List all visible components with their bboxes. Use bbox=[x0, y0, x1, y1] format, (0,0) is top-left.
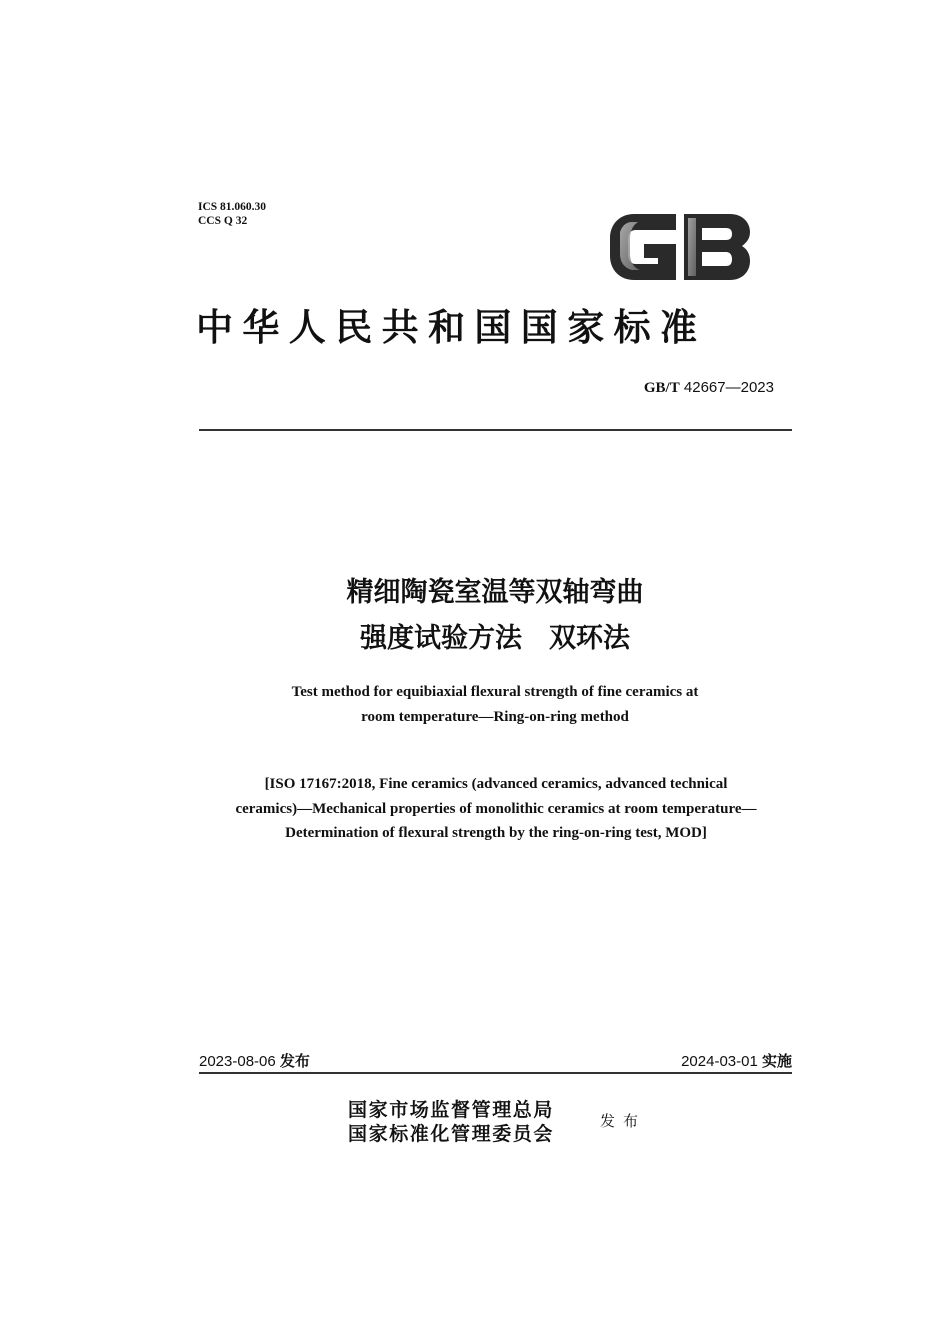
issuer-samr: 国家市场监督管理总局 bbox=[348, 1099, 555, 1121]
english-title-line-1: Test method for equibiaxial flexural strength of fine ceramics at bbox=[291, 684, 699, 700]
standard-number bbox=[644, 379, 774, 397]
issue-date-label: 发布 bbox=[279, 1052, 310, 1070]
issue-date bbox=[199, 1050, 310, 1071]
ics-code: ICS 81.060.30 bbox=[198, 201, 267, 213]
footer-divider bbox=[199, 1072, 792, 1074]
header-divider bbox=[199, 429, 792, 431]
classification-codes bbox=[198, 200, 266, 228]
iso-reference-line-1: [ISO 17167:2018, Fine ceramics (advanced ceramics, advanced technical bbox=[264, 776, 728, 792]
standard-code: 42667—2023 bbox=[683, 379, 774, 396]
issue-date-value: 2023-08-06 bbox=[199, 1053, 276, 1070]
iso-reference-line-2: ceramics)—Mechanical properties of monolithic ceramics at room temperature— bbox=[235, 800, 757, 817]
publish-label: 发布 bbox=[600, 1112, 647, 1130]
national-standard-title: 中华人民共和国国家标准 bbox=[196, 308, 707, 349]
english-title-line-2: room temperature—Ring-on-ring method bbox=[361, 709, 629, 725]
iso-reference-line-3: Determination of flexural strength by the ring-on-ring test, MOD] bbox=[285, 825, 707, 841]
implementation-date bbox=[681, 1050, 792, 1071]
issuing-authorities bbox=[348, 1098, 554, 1146]
iso-reference bbox=[198, 772, 794, 846]
implementation-date-value: 2024-03-01 bbox=[681, 1053, 758, 1070]
implementation-date-label: 实施 bbox=[761, 1052, 792, 1070]
english-title bbox=[0, 680, 950, 730]
gb-logo bbox=[608, 210, 752, 284]
chinese-title bbox=[0, 570, 950, 662]
chinese-title-line-2: 强度试验方法 双环法 bbox=[360, 623, 630, 654]
standard-prefix: GB/T bbox=[643, 380, 680, 396]
issuer-sac: 国家标准化管理委员会 bbox=[348, 1123, 555, 1145]
ccs-code: CCS Q 32 bbox=[198, 215, 248, 227]
chinese-title-line-1: 精细陶瓷室温等双轴弯曲 bbox=[346, 577, 644, 608]
